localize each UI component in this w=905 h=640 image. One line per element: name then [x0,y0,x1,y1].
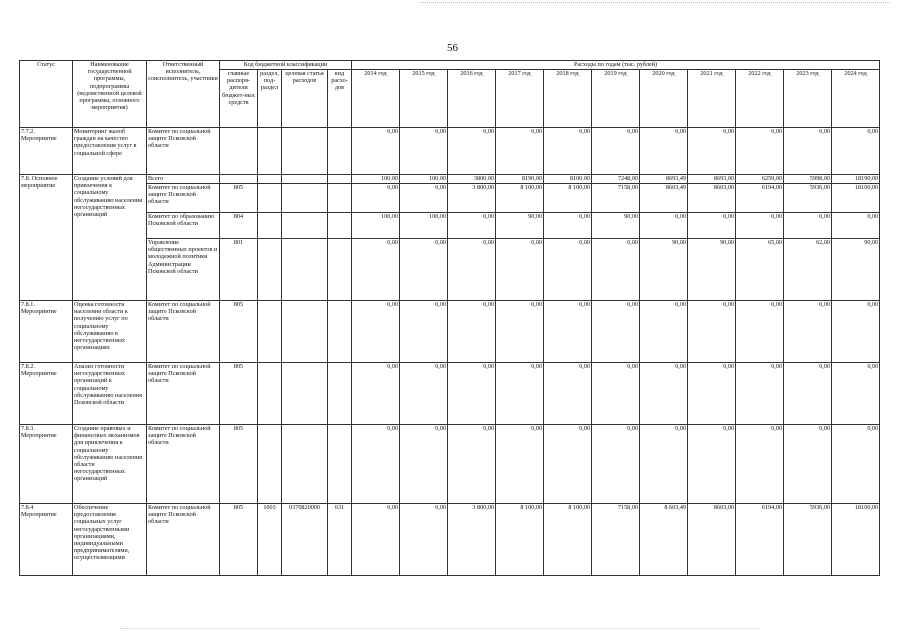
value-cell: 0,00 [688,213,736,239]
value-cell: 8190,00 [496,175,544,184]
value-cell: 0,00 [400,301,448,363]
row-executor: Комитет по социальной защите Псковской области [147,184,220,213]
col-section: раздел, под-раздел [258,70,282,128]
row-expense-type [328,184,352,213]
value-cell: 0,00 [640,425,688,504]
table-row [20,239,880,301]
value-cell: 0,00 [400,504,448,576]
value-cell: 0,00 [736,213,784,239]
row-section [258,175,282,184]
col-expense-type: вид расхо-дов [328,70,352,128]
value-cell: 62,00 [784,239,832,301]
value-cell: 0,00 [448,363,496,425]
row-grbs [220,128,258,175]
col-grbs: главные распоря-дители бюджет-ных средств [220,70,258,128]
value-cell: 3 800,00 [448,504,496,576]
row-section [258,213,282,239]
value-cell: 0,00 [400,425,448,504]
table-row [20,128,880,175]
row-grbs: 805 [220,425,258,504]
value-cell: 0,00 [688,301,736,363]
value-cell: 0,00 [640,128,688,175]
value-cell: 0,00 [784,425,832,504]
row-target-item [282,184,328,213]
value-cell: 7158,00 [592,184,640,213]
row-status: 7.7.2. Мероприятие [20,128,73,175]
row-executor: Комитет по социальной защите Псковской области [147,128,220,175]
value-cell: 100,00 [400,175,448,184]
value-cell: 0,00 [784,128,832,175]
value-cell: 8 100,00 [544,184,592,213]
row-grbs: 801 [220,239,258,301]
col-year: 2014 год [352,70,400,128]
value-cell: 0,00 [736,363,784,425]
col-year: 2023 год [784,70,832,128]
row-grbs: 805 [220,301,258,363]
row-grbs: 804 [220,213,258,239]
col-year: 2017 год [496,70,544,128]
value-cell: 0,00 [736,128,784,175]
value-cell: 0,00 [544,213,592,239]
row-name: Оценка готовности населения области к получению услуг по социальному обслуживанию в негосударственных организациях [73,301,147,363]
row-section: 1003 [258,504,282,576]
value-cell: 0,00 [544,239,592,301]
row-target-item [282,363,328,425]
value-cell: 8603,00 [688,504,736,576]
value-cell: 0,00 [592,128,640,175]
value-cell: 0,00 [832,425,880,504]
scan-artifact-top [420,2,890,3]
row-executor: Комитет по социальной защите Псковской области [147,301,220,363]
value-cell: 0,00 [832,213,880,239]
row-target-item [282,425,328,504]
row-grbs: 805 [220,184,258,213]
value-cell: 8603,00 [688,184,736,213]
table-row [20,363,880,425]
value-cell: 3 800,00 [448,184,496,213]
value-cell: 0,00 [784,363,832,425]
value-cell: 8 100,00 [496,504,544,576]
table-row [20,175,880,184]
row-name: Анализ готовности негосударственных организаций к социальному обслуживанию населения Псковской области [73,363,147,425]
value-cell: 0,00 [352,363,400,425]
value-cell: 0,00 [784,213,832,239]
row-target-item [282,175,328,184]
row-status: 7.8.1. Мероприятие [20,301,73,363]
value-cell: 0,00 [832,128,880,175]
row-target-item [282,213,328,239]
value-cell: 0,00 [352,128,400,175]
row-section [258,363,282,425]
value-cell: 7248,00 [592,175,640,184]
value-cell: 0,00 [400,363,448,425]
row-executor: Комитет по социальной защите Псковской области [147,425,220,504]
row-name: Мониторинг жалоб граждан на качество предоставления услуг в социальной сфере [73,128,147,175]
value-cell: 0,00 [736,301,784,363]
value-cell: 0,00 [592,301,640,363]
value-cell: 5936,00 [784,504,832,576]
row-target-item [282,239,328,301]
value-cell: 0,00 [352,239,400,301]
value-cell: 90,00 [688,239,736,301]
value-cell: 0,00 [688,425,736,504]
value-cell: 0,00 [448,239,496,301]
value-cell: 0,00 [544,301,592,363]
value-cell: 18100,00 [832,504,880,576]
col-year: 2019 год [592,70,640,128]
value-cell: 0,00 [544,363,592,425]
value-cell: 7158,00 [592,504,640,576]
value-cell: 0,00 [448,128,496,175]
value-cell: 8603,49 [640,184,688,213]
value-cell: 0,00 [784,301,832,363]
row-grbs: 805 [220,504,258,576]
col-expenses: Расходы по годам (тыс. рублей) [352,61,880,70]
row-expense-type [328,128,352,175]
value-cell: 0,00 [592,425,640,504]
value-cell: 0,00 [448,213,496,239]
row-name: Создание условий для привлечения к социальному обслуживанию населения негосударственных организаций [73,175,147,301]
col-year: 2024 год [832,70,880,128]
value-cell: 0,00 [352,184,400,213]
col-year: 2022 год [736,70,784,128]
row-target-item: 0370820000 [282,504,328,576]
col-executor: Ответственный исполнитель, соисполнитель, участники [147,61,220,128]
row-expense-type: 631 [328,504,352,576]
page-number: 56 [447,42,458,54]
col-year: 2016 год [448,70,496,128]
value-cell: 8100,00 [544,175,592,184]
value-cell: 0,00 [640,301,688,363]
row-executor: Комитет по социальной защите Псковской области [147,363,220,425]
col-target-item: целевая статья расходов [282,70,328,128]
table-row [20,425,880,504]
value-cell: 18190,00 [832,175,880,184]
row-target-item [282,301,328,363]
col-name: Наименование государственной программы, подпрограммы (ведомственной целевой программы, основного мероприятия) [73,61,147,128]
value-cell: 0,00 [352,301,400,363]
value-cell: 6194,00 [736,504,784,576]
row-executor: Комитет по социальной защите Псковской области [147,504,220,576]
table-row [20,301,880,363]
col-year: 2020 год [640,70,688,128]
value-cell: 18100,00 [832,184,880,213]
row-section [258,425,282,504]
value-cell: 0,00 [688,363,736,425]
table-row [20,504,880,576]
value-cell: 0,00 [448,301,496,363]
budget-table [19,60,880,576]
row-name: Создание правовых и финансовых механизмов для привлечения к социальному обслуживанию населения области негосударственных организаций [73,425,147,504]
table-row [20,213,880,239]
col-year: 2015 год [400,70,448,128]
value-cell: 0,00 [496,301,544,363]
value-cell: 90,00 [496,213,544,239]
value-cell: 8 100,00 [496,184,544,213]
value-cell: 8693,49 [640,175,688,184]
value-cell: 0,00 [496,128,544,175]
row-expense-type [328,213,352,239]
row-grbs: 805 [220,363,258,425]
value-cell: 0,00 [496,425,544,504]
table-row [20,184,880,213]
value-cell: 0,00 [736,425,784,504]
col-budget-code: Код бюджетной классификации [220,61,352,70]
row-section [258,239,282,301]
row-target-item [282,128,328,175]
col-year: 2021 год [688,70,736,128]
value-cell: 5936,00 [784,184,832,213]
col-status: Статус [20,61,73,128]
value-cell: 0,00 [592,239,640,301]
row-section [258,128,282,175]
value-cell: 8693,00 [688,175,736,184]
value-cell: 90,00 [592,213,640,239]
row-executor: Всего [147,175,220,184]
value-cell: 0,00 [352,425,400,504]
value-cell: 0,00 [640,213,688,239]
value-cell: 3800,00 [448,175,496,184]
value-cell: 90,00 [640,239,688,301]
value-cell: 0,00 [400,184,448,213]
row-status: 7.8.3. Мероприятие [20,425,73,504]
value-cell: 100,00 [352,213,400,239]
row-section [258,184,282,213]
row-executor: Комитет по образованию Псковской области [147,213,220,239]
value-cell: 5998,00 [784,175,832,184]
value-cell: 6194,00 [736,184,784,213]
value-cell: 0,00 [496,363,544,425]
value-cell: 100,00 [400,213,448,239]
value-cell: 0,00 [832,301,880,363]
value-cell: 8 603,49 [640,504,688,576]
value-cell: 100,00 [352,175,400,184]
value-cell: 0,00 [832,363,880,425]
row-expense-type [328,363,352,425]
value-cell: 0,00 [640,363,688,425]
row-expense-type [328,239,352,301]
row-section [258,301,282,363]
row-status: 7.8.2. Мероприятие [20,363,73,425]
value-cell: 0,00 [592,363,640,425]
value-cell: 0,00 [448,425,496,504]
row-status: 7.8. Основное мероприятие [20,175,73,301]
value-cell: 0,00 [400,239,448,301]
value-cell: 90,00 [832,239,880,301]
value-cell: 0,00 [352,504,400,576]
value-cell: 65,00 [736,239,784,301]
value-cell: 6259,00 [736,175,784,184]
row-expense-type [328,301,352,363]
value-cell: 8 100,00 [544,504,592,576]
row-grbs [220,175,258,184]
row-executor: Управление общественных проектов и молодежной политики Администрации Псковской области [147,239,220,301]
scan-artifact-bottom [120,628,760,629]
col-year: 2018 год [544,70,592,128]
value-cell: 0,00 [496,239,544,301]
row-expense-type [328,175,352,184]
value-cell: 0,00 [544,128,592,175]
row-status: 7.8.4 Мероприятие [20,504,73,576]
value-cell: 0,00 [544,425,592,504]
row-name: Обеспечение предоставления социальных услуг негосударственными организациями, индивидуальными предпринимателями, осуществляющими [73,504,147,576]
value-cell: 0,00 [688,128,736,175]
value-cell: 0,00 [400,128,448,175]
row-expense-type [328,425,352,504]
